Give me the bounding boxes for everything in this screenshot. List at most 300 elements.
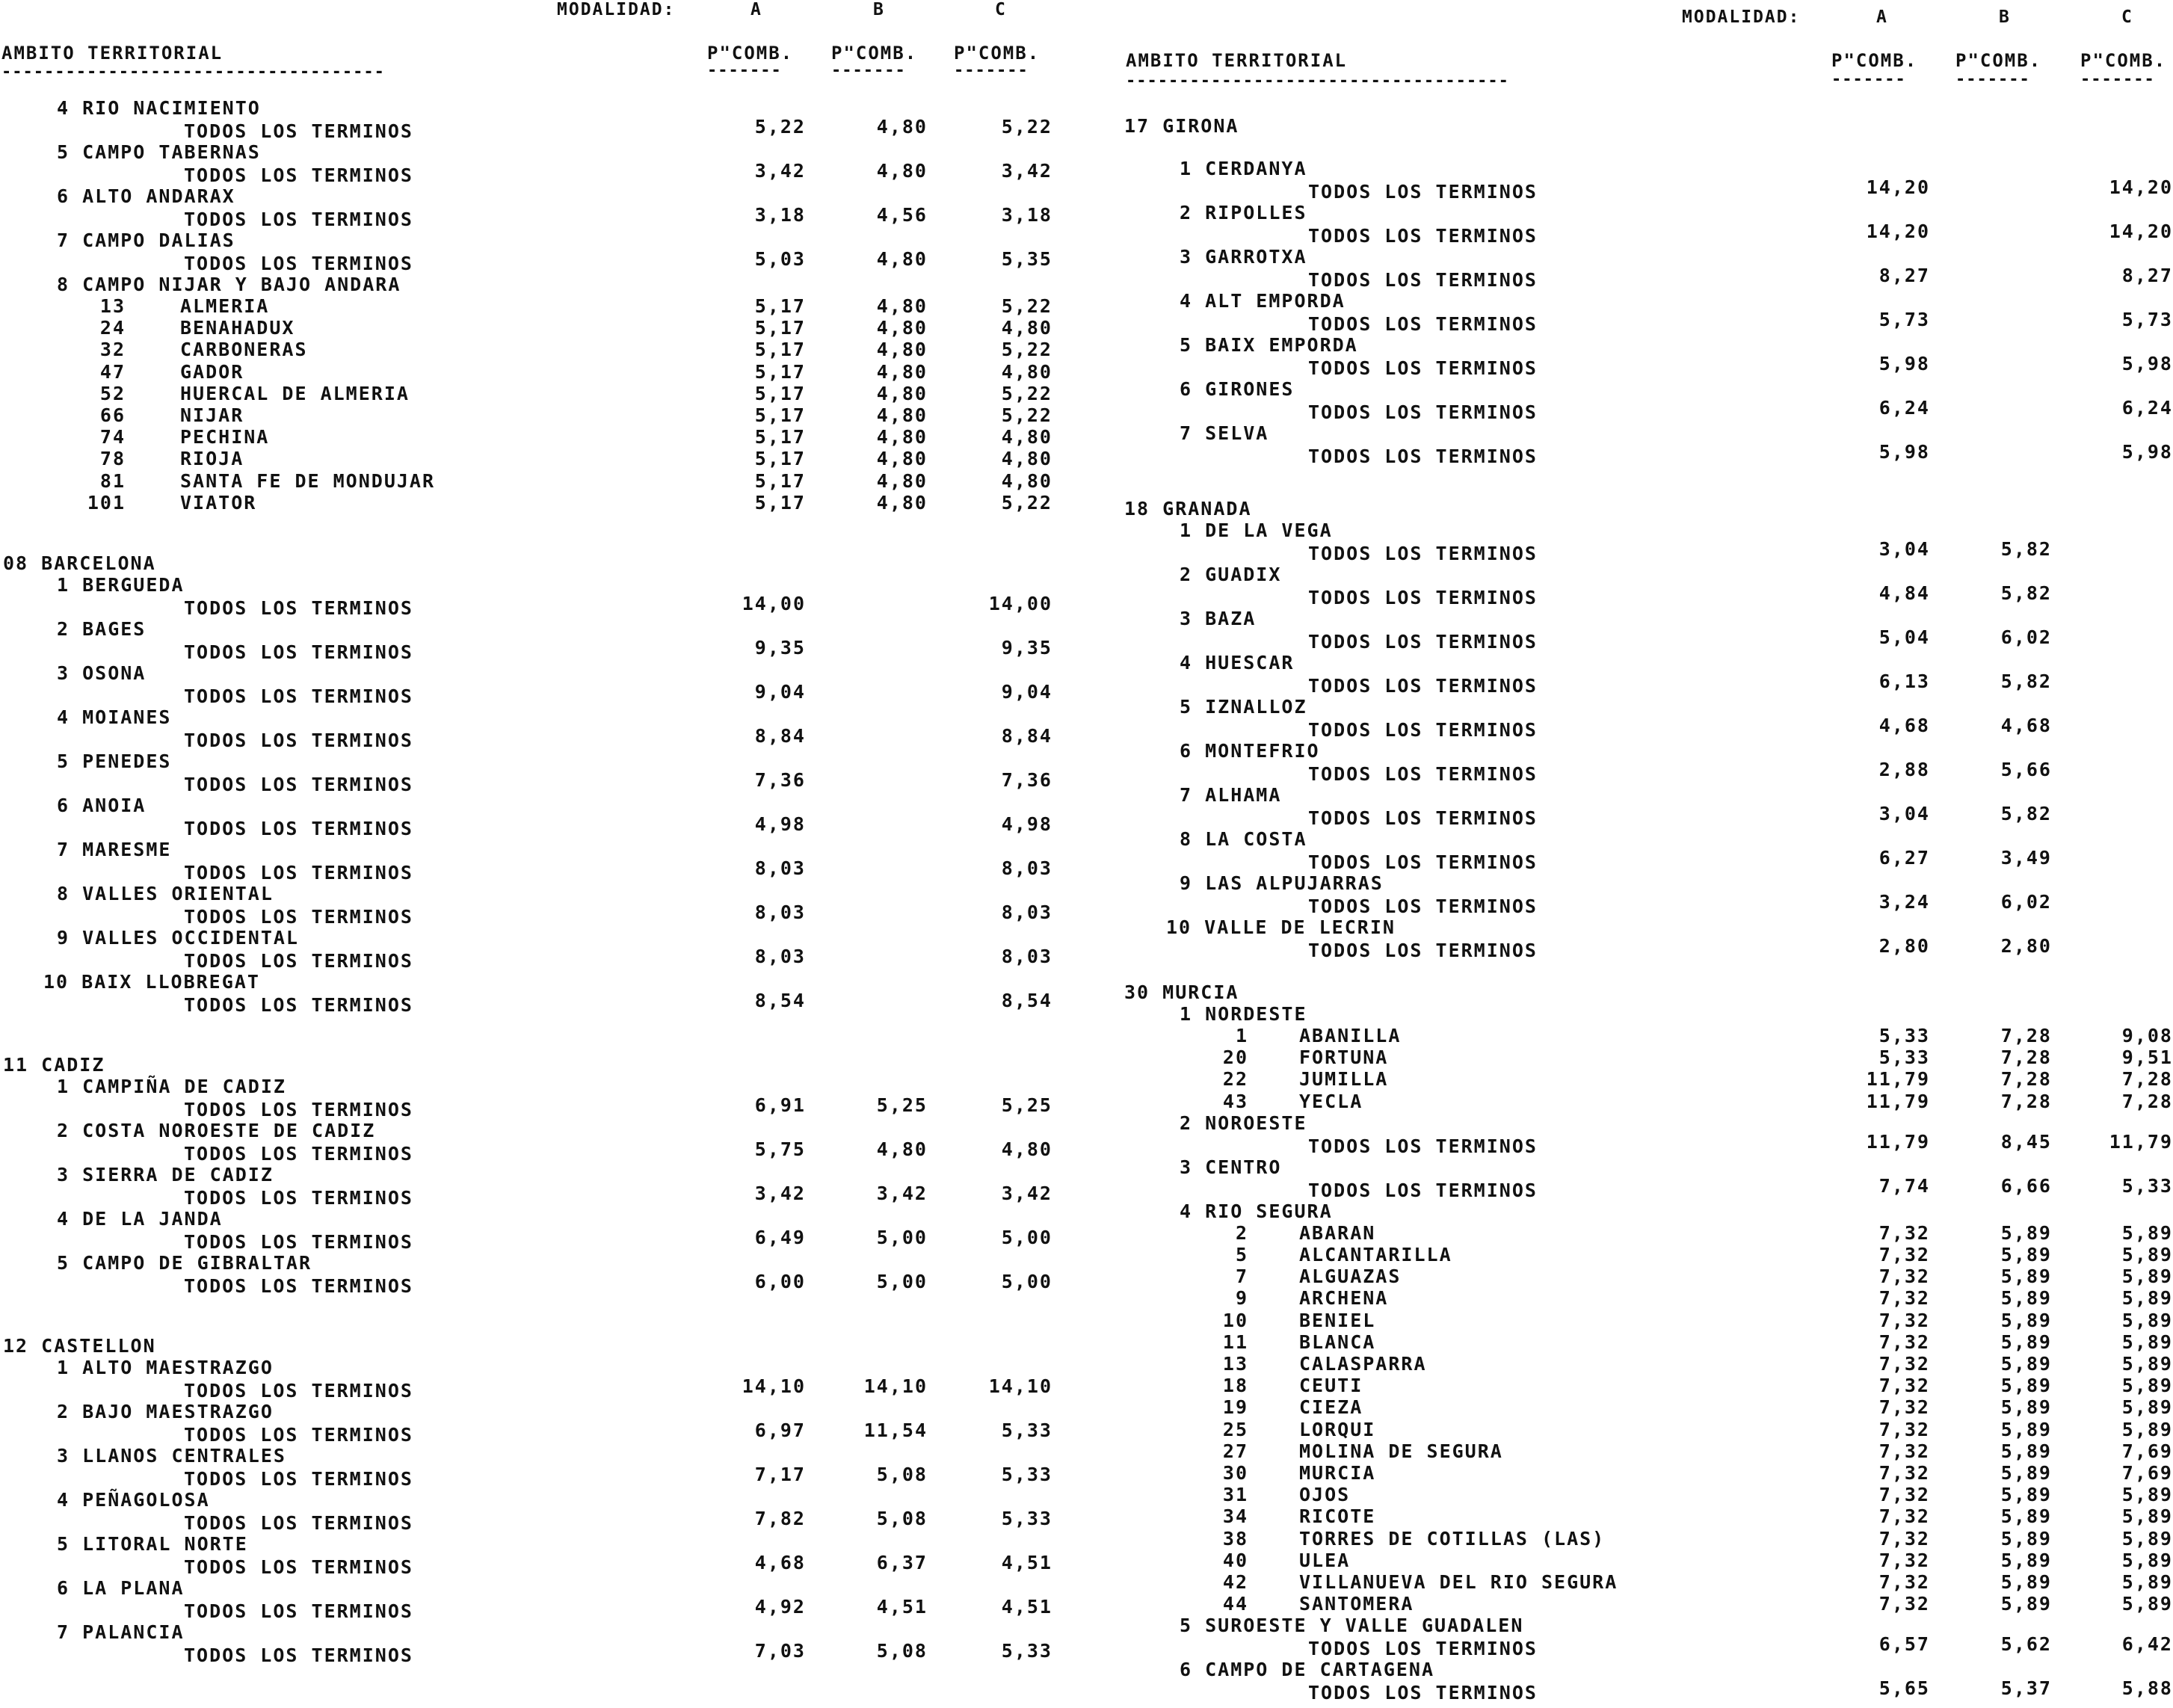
todos-los-terminos: TODOS LOS TERMINOS [184,641,413,663]
col-c-letter: C [2121,7,2133,27]
municipio-code: 43 [1222,1090,1248,1112]
value-a: 7,32 [1878,1484,1930,1506]
province-header: 08 BARCELONA [3,552,156,574]
value-a: 7,32 [1878,1593,1930,1615]
value-a: 14,20 [1866,176,1930,198]
province-header: 17 GIRONA [1124,115,1239,137]
value-a: 5,22 [754,116,806,138]
value-b: 5,08 [876,1640,928,1662]
value-c: 4,80 [1001,317,1052,339]
value-c: 7,28 [2121,1068,2173,1091]
value-c: 9,35 [1001,637,1052,659]
col-c-underline: ------- [2080,70,2155,89]
value-b: 5,08 [876,1508,928,1529]
todos-los-terminos: TODOS LOS TERMINOS [1308,851,1538,873]
value-a: 6,27 [1878,847,1930,869]
value-b: 4,80 [876,469,928,492]
value-a: 7,32 [1878,1571,1930,1593]
municipio-code: 18 [1222,1375,1248,1397]
value-a: 11,79 [1866,1090,1930,1112]
municipio-name: ARCHENA [1299,1287,1389,1310]
value-a: 9,35 [754,637,806,659]
comarca-header: 1 CAMPIÑA DE CADIZ [57,1076,286,1097]
value-b: 4,56 [876,204,928,226]
value-c: 3,18 [1001,204,1052,226]
col-c-letter: C [995,0,1007,19]
value-a: 7,32 [1878,1309,1930,1331]
todos-los-terminos: TODOS LOS TERMINOS [1308,763,1538,785]
todos-los-terminos: TODOS LOS TERMINOS [184,1512,413,1534]
value-b: 5,89 [2000,1549,2052,1571]
comarca-header: 3 GARROTXA [1180,246,1307,268]
municipio-code: 27 [1222,1440,1248,1462]
comarca-header: 5 CAMPO TABERNAS [57,141,261,163]
value-c: 7,36 [1001,769,1052,791]
municipio-name: BLANCA [1299,1331,1376,1353]
header-underline: ------------------------------------ [1126,72,1509,90]
col-b-underline: ------- [1955,70,2030,89]
col-b-letter: B [873,0,885,19]
value-b: 4,80 [876,491,928,514]
value-c: 5,33 [2121,1174,2173,1197]
value-c: 5,25 [1001,1094,1052,1116]
value-c: 5,89 [2121,1375,2173,1397]
value-c: 5,89 [2121,1353,2173,1375]
modalidad-label: MODALIDAD: [557,0,676,19]
value-a: 6,97 [754,1419,806,1441]
value-b: 4,80 [876,295,928,317]
col-b-underline: ------- [831,61,906,80]
value-a: 9,04 [754,681,806,703]
municipio-name: RIOJA [180,448,244,470]
province-header: 12 CASTELLON [3,1335,156,1357]
comarca-header: 2 GUADIX [1180,564,1282,585]
todos-los-terminos: TODOS LOS TERMINOS [1308,940,1538,961]
value-a: 7,32 [1878,1440,1930,1462]
municipio-name: NIJAR [180,404,244,426]
value-b: 6,66 [2000,1174,2052,1197]
comarca-header: 6 MONTEFRIO [1180,740,1320,762]
value-b: 4,80 [876,116,928,138]
comarca-header: 4 PEÑAGOLOSA [57,1489,210,1511]
value-b: 5,89 [2000,1375,2052,1397]
comarca-header: 1 CERDANYA [1180,158,1307,179]
value-c: 8,27 [2121,265,2173,286]
col-a-letter: A [750,0,762,19]
value-c: 5,89 [2121,1484,2173,1506]
municipio-name: TORRES DE COTILLAS (LAS) [1299,1527,1606,1550]
value-b: 4,80 [876,404,928,426]
municipio-code: 78 [99,448,126,470]
value-a: 3,24 [1878,891,1930,913]
comarca-header: 1 BERGUEDA [57,574,185,596]
value-c: 5,89 [2121,1244,2173,1265]
comarca-header: 3 SIERRA DE CADIZ [57,1164,274,1186]
todos-los-terminos: TODOS LOS TERMINOS [184,774,413,795]
comarca-header: 10 VALLE DE LECRIN [1166,916,1396,938]
value-a: 7,32 [1878,1462,1930,1484]
value-c: 7,69 [2121,1440,2173,1462]
value-a: 7,32 [1878,1375,1930,1397]
comarca-header: 8 LA COSTA [1180,828,1307,850]
value-c: 5,89 [2121,1527,2173,1550]
value-c: 9,08 [2121,1025,2173,1046]
value-a: 8,03 [754,946,806,967]
comarca-header: 2 NOROESTE [1180,1112,1307,1134]
value-a: 7,32 [1878,1353,1930,1375]
value-a: 4,68 [1878,715,1930,736]
comarca-header: 5 BAIX EMPORDA [1180,334,1358,356]
comarca-header: 4 MOIANES [57,706,172,728]
value-a: 7,32 [1878,1221,1930,1244]
comarca-header: 5 SUROESTE Y VALLE GUADALEN [1180,1615,1524,1637]
value-a: 7,32 [1878,1549,1930,1571]
municipio-name: PECHINA [180,426,270,448]
value-a: 11,79 [1866,1130,1930,1153]
comarca-header: 4 DE LA JANDA [57,1208,223,1230]
value-c: 14,00 [988,593,1052,614]
municipio-code: 19 [1222,1396,1248,1419]
municipio-name: BENAHADUX [180,317,295,339]
municipio-code: 38 [1222,1527,1248,1550]
value-b: 5,89 [2000,1418,2052,1440]
todos-los-terminos: TODOS LOS TERMINOS [1308,1179,1538,1201]
value-a: 14,10 [742,1375,806,1397]
value-b: 4,51 [876,1596,928,1618]
value-b: 5,89 [2000,1593,2052,1615]
municipio-name: VIATOR [180,491,257,514]
comarca-header: 2 BAGES [57,618,147,640]
value-a: 5,65 [1878,1677,1930,1700]
value-a: 6,24 [1878,397,1930,419]
value-b: 7,28 [2000,1068,2052,1091]
value-a: 3,42 [754,160,806,182]
value-c: 9,04 [1001,681,1052,703]
municipio-name: ALMERIA [180,295,270,317]
value-b: 5,25 [876,1094,928,1116]
todos-los-terminos: TODOS LOS TERMINOS [1308,313,1538,335]
municipio-name: ULEA [1299,1549,1351,1571]
col-a-letter: A [1876,7,1888,27]
value-b: 5,89 [2000,1440,2052,1462]
value-a: 8,54 [754,990,806,1011]
municipio-code: 42 [1222,1571,1248,1593]
municipio-code: 22 [1222,1068,1248,1091]
comarca-header: 4 RIO SEGURA [1180,1200,1333,1222]
municipio-code: 2 [1235,1221,1248,1244]
value-a: 11,79 [1866,1068,1930,1091]
todos-los-terminos: TODOS LOS TERMINOS [1308,807,1538,829]
value-a: 6,91 [754,1094,806,1116]
value-b: 5,89 [2000,1396,2052,1419]
municipio-code: 32 [99,339,126,361]
value-b: 4,80 [876,1138,928,1160]
pcomb-a-label: P"COMB. [707,43,794,64]
comarca-header: 4 RIO NACIMIENTO [57,97,261,119]
value-c: 5,22 [1001,404,1052,426]
value-b: 5,89 [2000,1331,2052,1353]
comarca-header: 6 GIRONES [1180,378,1295,400]
value-a: 5,04 [1878,626,1930,648]
value-c: 8,54 [1001,990,1052,1011]
value-b: 4,80 [876,160,928,182]
todos-los-terminos: TODOS LOS TERMINOS [184,1231,413,1253]
municipio-code: 13 [1222,1353,1248,1375]
comarca-header: 9 VALLES OCCIDENTAL [57,927,299,949]
value-c: 5,89 [2121,1418,2173,1440]
todos-los-terminos: TODOS LOS TERMINOS [1308,357,1538,379]
municipio-name: BENIEL [1299,1309,1376,1331]
value-a: 7,32 [1878,1505,1930,1528]
comarca-header: 8 VALLES ORIENTAL [57,883,274,904]
value-c: 5,89 [2121,1593,2173,1615]
value-c: 4,80 [1001,426,1052,448]
value-b: 5,82 [2000,538,2052,560]
pcomb-c-label: P"COMB. [954,43,1041,64]
comarca-header: 7 ALHAMA [1180,784,1282,806]
municipio-code: 31 [1222,1484,1248,1506]
comarca-header: 1 ALTO MAESTRAZGO [57,1357,274,1378]
municipio-code: 74 [99,426,126,448]
value-a: 8,84 [754,725,806,747]
municipio-code: 13 [99,295,126,317]
municipio-code: 52 [99,382,126,404]
municipio-name: OJOS [1299,1484,1351,1506]
value-a: 7,82 [754,1508,806,1529]
value-b: 7,28 [2000,1046,2052,1069]
value-c: 7,69 [2121,1462,2173,1484]
value-c: 14,10 [988,1375,1052,1397]
todos-los-terminos: TODOS LOS TERMINOS [184,1380,413,1402]
value-c: 14,20 [2109,176,2173,198]
value-c: 5,00 [1001,1271,1052,1292]
value-c: 6,42 [2121,1633,2173,1656]
municipio-code: 101 [87,491,126,514]
value-a: 8,27 [1878,265,1930,286]
value-b: 5,37 [2000,1677,2052,1700]
municipio-name: MURCIA [1299,1462,1376,1484]
value-c: 5,88 [2121,1677,2173,1700]
todos-los-terminos: TODOS LOS TERMINOS [184,120,413,142]
todos-los-terminos: TODOS LOS TERMINOS [1308,675,1538,697]
todos-los-terminos: TODOS LOS TERMINOS [1308,543,1538,564]
todos-los-terminos: TODOS LOS TERMINOS [1308,269,1538,291]
comarca-header: 1 NORDESTE [1180,1003,1307,1025]
value-b: 5,66 [2000,759,2052,780]
value-b: 5,82 [2000,803,2052,824]
comarca-header: 1 DE LA VEGA [1180,520,1333,541]
value-b: 11,54 [863,1419,928,1441]
value-c: 4,51 [1001,1596,1052,1618]
municipio-code: 40 [1222,1549,1248,1571]
value-c: 4,51 [1001,1552,1052,1573]
value-c: 8,03 [1001,857,1052,879]
comarca-header: 3 BAZA [1180,608,1257,629]
municipio-code: 5 [1235,1244,1248,1265]
value-c: 5,22 [1001,295,1052,317]
value-a: 7,32 [1878,1527,1930,1550]
value-b: 5,89 [2000,1353,2052,1375]
comarca-header: 6 ANOIA [57,795,147,816]
value-b: 4,80 [876,317,928,339]
province-header: 11 CADIZ [3,1054,105,1076]
comarca-header: 7 MARESME [57,839,172,860]
header-underline: ------------------------------------ [1,63,385,81]
todos-los-terminos: TODOS LOS TERMINOS [184,730,413,751]
todos-los-terminos: TODOS LOS TERMINOS [184,1143,413,1165]
ambito-label: AMBITO TERRITORIAL [1126,50,1348,71]
comarca-header: 4 HUESCAR [1180,652,1295,673]
value-a: 5,17 [754,404,806,426]
value-c: 5,35 [1001,248,1052,270]
value-c: 5,89 [2121,1571,2173,1593]
value-a: 7,32 [1878,1265,1930,1288]
todos-los-terminos: TODOS LOS TERMINOS [184,862,413,884]
value-c: 3,42 [1001,160,1052,182]
comarca-header: 7 CAMPO DALIAS [57,229,235,251]
todos-los-terminos: TODOS LOS TERMINOS [184,209,413,230]
value-b: 5,00 [876,1271,928,1292]
value-b: 8,45 [2000,1130,2052,1153]
value-c: 5,89 [2121,1396,2173,1419]
value-a: 5,98 [1878,441,1930,463]
municipio-code: 9 [1235,1287,1248,1310]
value-a: 7,32 [1878,1244,1930,1265]
value-a: 7,32 [1878,1396,1930,1419]
value-c: 5,22 [1001,116,1052,138]
value-b: 5,89 [2000,1505,2052,1528]
municipio-name: ABARAN [1299,1221,1376,1244]
col-a-underline: ------- [1831,70,1906,89]
value-a: 5,33 [1878,1046,1930,1069]
value-a: 7,17 [754,1464,806,1485]
comarca-header: 6 CAMPO DE CARTAGENA [1180,1659,1435,1681]
value-b: 2,80 [2000,935,2052,957]
value-a: 3,04 [1878,538,1930,560]
value-b: 5,82 [2000,582,2052,604]
todos-los-terminos: TODOS LOS TERMINOS [1308,895,1538,917]
value-c: 5,89 [2121,1331,2173,1353]
value-c: 8,03 [1001,901,1052,923]
municipio-code: 20 [1222,1046,1248,1069]
value-a: 5,17 [754,491,806,514]
todos-los-terminos: TODOS LOS TERMINOS [1308,225,1538,247]
value-a: 5,17 [754,469,806,492]
value-a: 3,04 [1878,803,1930,824]
value-a: 14,20 [1866,221,1930,242]
municipio-name: VILLANUEVA DEL RIO SEGURA [1299,1571,1618,1593]
value-a: 5,75 [754,1138,806,1160]
value-a: 5,17 [754,295,806,317]
municipio-name: YECLA [1299,1090,1363,1112]
value-a: 4,84 [1878,582,1930,604]
value-b: 5,89 [2000,1462,2052,1484]
value-b: 5,89 [2000,1309,2052,1331]
value-b: 5,82 [2000,670,2052,692]
todos-los-terminos: TODOS LOS TERMINOS [1308,719,1538,741]
todos-los-terminos: TODOS LOS TERMINOS [184,1556,413,1578]
value-b: 4,68 [2000,715,2052,736]
province-header: 30 MURCIA [1124,981,1239,1003]
comarca-header: 9 LAS ALPUJARRAS [1180,872,1384,894]
municipio-name: FORTUNA [1299,1046,1389,1069]
value-c: 8,03 [1001,946,1052,967]
todos-los-terminos: TODOS LOS TERMINOS [184,1187,413,1209]
comarca-header: 5 LITORAL NORTE [57,1533,248,1555]
value-a: 5,17 [754,382,806,404]
municipio-code: 11 [1222,1331,1248,1353]
municipio-name: SANTOMERA [1299,1593,1414,1615]
value-a: 7,32 [1878,1287,1930,1310]
todos-los-terminos: TODOS LOS TERMINOS [184,906,413,928]
value-b: 6,02 [2000,626,2052,648]
value-a: 5,17 [754,339,806,361]
municipio-code: 47 [99,360,126,383]
municipio-code: 34 [1222,1505,1248,1528]
value-b: 4,80 [876,448,928,470]
todos-los-terminos: TODOS LOS TERMINOS [1308,1682,1538,1704]
value-b: 4,80 [876,339,928,361]
col-b-letter: B [1999,7,2011,27]
value-b: 6,37 [876,1552,928,1573]
value-b: 5,89 [2000,1484,2052,1506]
pcomb-a-label: P"COMB. [1831,50,1918,71]
municipio-code: 66 [99,404,126,426]
value-c: 4,80 [1001,1138,1052,1160]
todos-los-terminos: TODOS LOS TERMINOS [1308,587,1538,608]
value-c: 4,80 [1001,448,1052,470]
value-c: 5,22 [1001,339,1052,361]
value-b: 4,80 [876,360,928,383]
value-c: 11,79 [2109,1130,2173,1153]
todos-los-terminos: TODOS LOS TERMINOS [184,818,413,839]
value-b: 5,89 [2000,1265,2052,1288]
municipio-code: 30 [1222,1462,1248,1484]
comarca-header: 10 BAIX LLOBREGAT [43,971,260,993]
value-c: 7,28 [2121,1090,2173,1112]
todos-los-terminos: TODOS LOS TERMINOS [184,1600,413,1622]
todos-los-terminos: TODOS LOS TERMINOS [184,685,413,707]
value-b: 4,80 [876,382,928,404]
value-a: 5,03 [754,248,806,270]
todos-los-terminos: TODOS LOS TERMINOS [184,1468,413,1490]
municipio-code: 25 [1222,1418,1248,1440]
comarca-header: 5 IZNALLOZ [1180,696,1307,718]
value-c: 5,00 [1001,1227,1052,1248]
value-a: 7,32 [1878,1331,1930,1353]
todos-los-terminos: TODOS LOS TERMINOS [184,1644,413,1666]
col-c-underline: ------- [954,61,1029,80]
value-a: 3,42 [754,1183,806,1204]
municipio-name: ALGUAZAS [1299,1265,1402,1288]
comarca-header: 2 COSTA NOROESTE DE CADIZ [57,1120,376,1141]
todos-los-terminos: TODOS LOS TERMINOS [1308,631,1538,653]
comarca-header: 6 LA PLANA [57,1577,185,1599]
value-a: 7,36 [754,769,806,791]
municipio-name: CALASPARRA [1299,1353,1427,1375]
todos-los-terminos: TODOS LOS TERMINOS [1308,1135,1538,1157]
value-a: 3,18 [754,204,806,226]
value-b: 5,08 [876,1464,928,1485]
value-a: 6,13 [1878,670,1930,692]
municipio-name: MOLINA DE SEGURA [1299,1440,1503,1462]
value-a: 5,17 [754,317,806,339]
municipio-name: ABANILLA [1299,1025,1402,1046]
value-a: 6,49 [754,1227,806,1248]
value-c: 5,89 [2121,1505,2173,1528]
value-b: 7,28 [2000,1025,2052,1046]
value-c: 5,33 [1001,1464,1052,1485]
